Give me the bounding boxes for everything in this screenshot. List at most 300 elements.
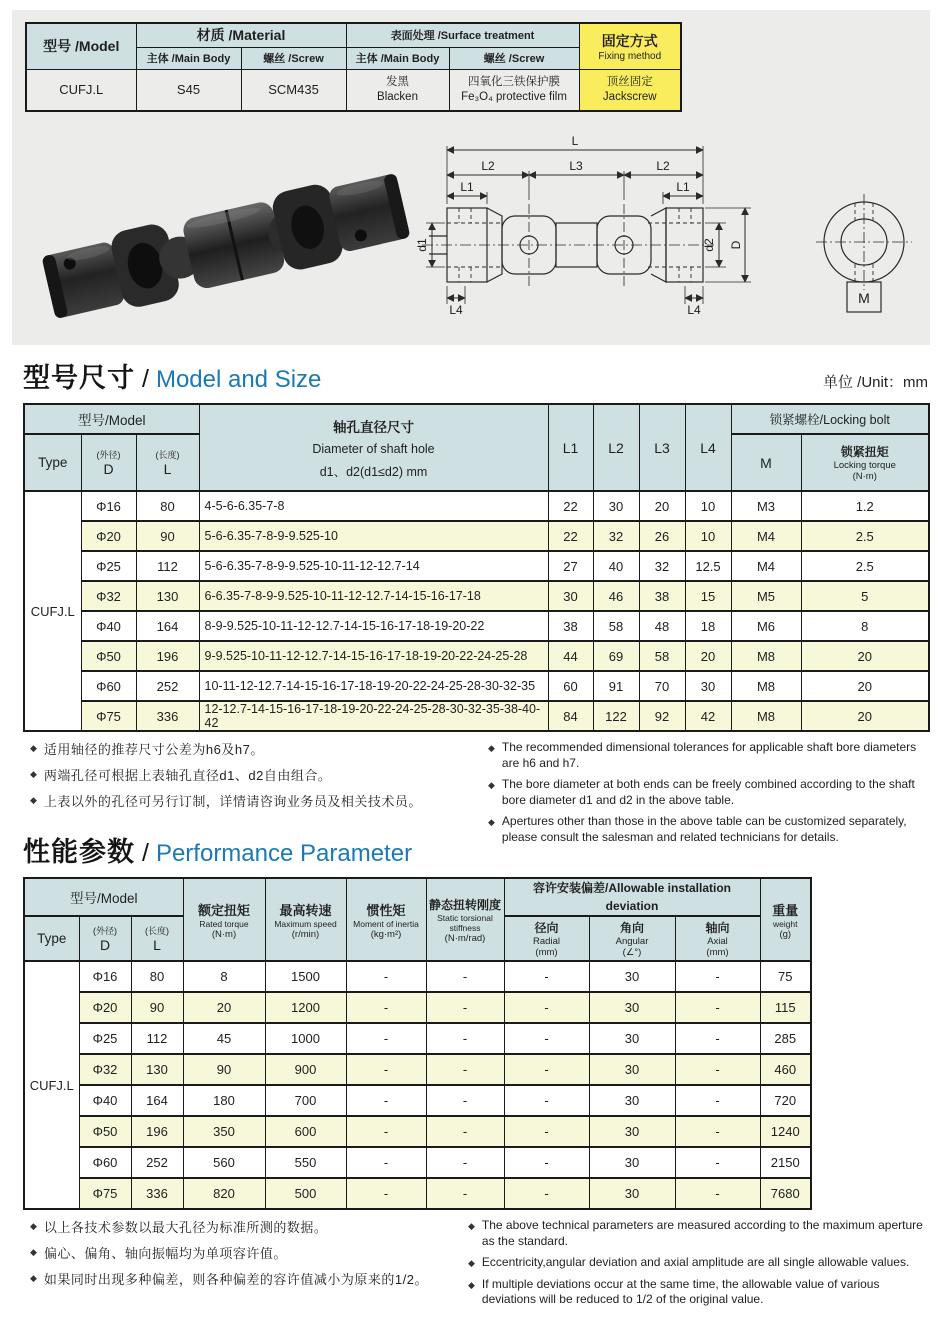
cell: - [675, 1116, 760, 1147]
spec-sub-main-body-material: 主体 /Main Body [136, 47, 241, 69]
cell: Φ16 [81, 491, 136, 521]
note-item [30, 1270, 440, 1290]
cell: 1.2 [801, 491, 929, 521]
cell: 45 [183, 1023, 265, 1054]
cell: 5-6-6.35-7-8-9-9.525-10-11-12-12.7-14 [199, 551, 548, 581]
spec-fixing-value [579, 69, 681, 111]
cell: 30 [589, 1054, 675, 1085]
cell: 130 [131, 1054, 183, 1085]
perf-title-cn: 性能参数 [23, 837, 135, 867]
cell: 80 [131, 961, 183, 992]
perf-notes [30, 1218, 928, 1308]
cell: 30 [548, 581, 593, 611]
table-row [24, 641, 929, 671]
cell: 820 [183, 1178, 265, 1209]
size-col-l [136, 434, 199, 491]
table-row [24, 521, 929, 551]
spec-body-material-value: S45 [136, 69, 241, 111]
perf-section-title [23, 835, 928, 869]
unit-label: 单位 /Unit：mm [822, 374, 928, 391]
cell: 80 [136, 491, 199, 521]
spec-sub-screw-material: 螺丝 /Screw [241, 47, 346, 69]
perf-notes-en [468, 1218, 928, 1308]
size-col-model: 型号/Model [24, 404, 199, 434]
table-row [24, 1054, 811, 1085]
spec-model-value: CUFJ.L [26, 69, 136, 111]
cell: 26 [639, 521, 685, 551]
cell: M3 [731, 491, 801, 521]
cell: 20 [183, 992, 265, 1023]
cell: 6-6.35-7-8-9-9.525-10-11-12-12.7-14-15-16-17-18 [199, 581, 548, 611]
cell: 30 [589, 961, 675, 992]
cell: - [346, 1116, 426, 1147]
cell: 90 [131, 992, 183, 1023]
bore-header-cn: 轴孔直径尺寸 [333, 419, 414, 435]
cell: - [346, 1023, 426, 1054]
cell: 164 [131, 1085, 183, 1116]
cell: 84 [548, 701, 593, 731]
cell: - [504, 1116, 589, 1147]
angular-cn: 角向 [619, 921, 644, 935]
l-letter: L [163, 461, 172, 477]
cell: 4-5-6-6.35-7-8 [199, 491, 548, 521]
cell: 12-12.7-14-15-16-17-18-19-20-22-24-25-28-30-32-35-38-40-42 [199, 701, 548, 731]
body-surface-en: Blacken [377, 90, 418, 103]
perf-col-type: Type [24, 916, 79, 961]
spec-screw-surface-value [449, 69, 579, 111]
cell: 44 [548, 641, 593, 671]
cell: - [426, 961, 504, 992]
bullet-icon: ◆ [30, 1221, 37, 1231]
cell: - [504, 961, 589, 992]
screw-surface-cn: 四氧化三铁保护膜 [468, 76, 561, 89]
size-col-L3: L3 [639, 404, 685, 491]
cell: - [504, 992, 589, 1023]
cell: - [675, 992, 760, 1023]
perf-section [0, 819, 950, 1308]
cell: - [675, 1054, 760, 1085]
deviation-header: 容许安装偏差/Allowable installation deviation [532, 881, 732, 913]
l-paren: (长度) [145, 926, 169, 936]
cell: 30 [589, 1023, 675, 1054]
universal-joint-body [39, 166, 412, 326]
cell: 196 [136, 641, 199, 671]
note-text: The bore diameter at both ends can be freely combined according to the shaft bore diameter d1 and d2 in the above table. [501, 777, 915, 807]
inertia-cn: 惯性矩 [366, 902, 406, 918]
cell: 30 [685, 671, 731, 701]
cell: 112 [131, 1023, 183, 1054]
label-L4-right: L4 [687, 303, 701, 317]
table-row [24, 992, 811, 1023]
cell: Φ20 [79, 992, 131, 1023]
size-header-row-1 [24, 404, 929, 434]
cell: Φ75 [81, 701, 136, 731]
weight-unit: (g) [779, 928, 792, 940]
side-view [422, 204, 714, 286]
cell: Φ40 [79, 1085, 131, 1116]
cell: M8 [731, 641, 801, 671]
cell: 48 [639, 611, 685, 641]
cell: 2.5 [801, 521, 929, 551]
cell: 1000 [265, 1023, 346, 1054]
l-letter: L [153, 937, 161, 953]
cell: - [675, 961, 760, 992]
note-text: Eccentricity,angular deviation and axial amplitude are all single allowable values. [481, 1255, 910, 1270]
size-title-divider: / [142, 365, 149, 393]
perf-col-l [131, 916, 183, 961]
cell: 336 [131, 1178, 183, 1209]
bullet-icon: ◆ [488, 780, 495, 791]
perf-col-radial [504, 916, 589, 961]
cell: 1200 [265, 992, 346, 1023]
cell: 8 [801, 611, 929, 641]
cell: - [504, 1023, 589, 1054]
cell: 115 [760, 992, 811, 1023]
cell: 75 [760, 961, 811, 992]
size-col-L4: L4 [685, 404, 731, 491]
table-row [24, 551, 929, 581]
cell: Φ16 [79, 961, 131, 992]
angular-en: Angular [615, 936, 649, 947]
inertia-en: Moment of inertia [353, 918, 419, 929]
size-table [23, 403, 930, 732]
spec-header-row-1 [26, 23, 681, 47]
perf-col-weight [760, 878, 811, 961]
table-row [24, 671, 929, 701]
size-section [0, 345, 950, 846]
note-item [468, 1218, 928, 1249]
cell: 38 [639, 581, 685, 611]
stiffness-en: Static torsional stiffness [437, 912, 493, 933]
perf-notes-cn [30, 1218, 440, 1308]
bore-header-en: Diameter of shaft hole [312, 441, 435, 456]
angular-unit: (∠°) [622, 947, 642, 958]
cell: - [504, 1147, 589, 1178]
size-col-m: M [731, 434, 801, 491]
cell: - [426, 1116, 504, 1147]
cell: - [675, 1178, 760, 1209]
cell: M8 [731, 671, 801, 701]
cell: 336 [136, 701, 199, 731]
perf-table-body [24, 961, 811, 1209]
note-item [30, 740, 460, 760]
screw-surface-en: Fe₃O₄ protective film [461, 90, 567, 103]
table-row [24, 701, 929, 731]
cell: 122 [593, 701, 639, 731]
d-letter: D [103, 461, 114, 477]
size-table-body [24, 491, 929, 731]
cell: M5 [731, 581, 801, 611]
cell: 550 [265, 1147, 346, 1178]
size-title-cn: 型号尺寸 [23, 363, 135, 393]
cell: 2150 [760, 1147, 811, 1178]
cell: 20 [639, 491, 685, 521]
table-row [24, 1023, 811, 1054]
fixing-value-en: Jackscrew [602, 90, 657, 103]
table-row [24, 611, 929, 641]
label-L1-right: L1 [676, 180, 690, 194]
cell: 180 [183, 1085, 265, 1116]
cell: Φ60 [81, 671, 136, 701]
bullet-icon: ◆ [30, 769, 37, 780]
cell: - [346, 961, 426, 992]
cell: 112 [136, 551, 199, 581]
cell: - [504, 1085, 589, 1116]
note-text: Apertures other than those in the above table can be customized separately, please consult the salesman and related technicians for details. [501, 814, 907, 844]
spec-col-material: 材质 /Material [136, 23, 346, 47]
cell: 720 [760, 1085, 811, 1116]
cell: - [675, 1085, 760, 1116]
cell: 700 [265, 1085, 346, 1116]
radial-cn: 径向 [534, 921, 559, 935]
cell: 18 [685, 611, 731, 641]
dimension-labels [415, 134, 870, 317]
cell: 38 [548, 611, 593, 641]
cell: 69 [593, 641, 639, 671]
fixing-method-en: Fixing method [598, 50, 662, 62]
cell: 15 [685, 581, 731, 611]
spec-body-surface-value [346, 69, 449, 111]
label-L3: L3 [569, 159, 583, 173]
cell: 460 [760, 1054, 811, 1085]
spec-sub-screw-surface: 螺丝 /Screw [449, 47, 579, 69]
torque-header-cn: 锁紧扭矩 [840, 445, 889, 459]
note-text: 如果同时出现多种偏差，则各种偏差的容许值减小为原来的1/2。 [43, 1272, 428, 1288]
cell: Φ25 [81, 551, 136, 581]
table-row [24, 1085, 811, 1116]
cell: 2.5 [801, 551, 929, 581]
note-text: 以上各技术参数以最大孔径为标准所测的数据。 [43, 1220, 328, 1235]
cell: - [504, 1178, 589, 1209]
size-col-type: Type [24, 434, 81, 491]
table-row [24, 1116, 811, 1147]
cell: Φ32 [79, 1054, 131, 1085]
table-row [24, 961, 811, 992]
cell: 30 [589, 1085, 675, 1116]
table-row [24, 1147, 811, 1178]
note-text: 偏心、偏角、轴向振幅均为单项容许值。 [43, 1246, 287, 1262]
size-col-L1: L1 [548, 404, 593, 491]
dimension-drawing [414, 132, 939, 337]
cell: Φ20 [81, 521, 136, 551]
size-col-d [81, 434, 136, 491]
perf-title-divider: / [142, 839, 149, 867]
cell: 252 [131, 1147, 183, 1178]
bore-header-range: d1、d2(d1≤d2) mm [319, 464, 428, 479]
size-col-locking-bolt: 锁紧螺栓/Locking bolt [731, 404, 929, 434]
l-paren: (长度) [155, 450, 180, 460]
perf-col-deviation [504, 878, 760, 916]
note-item [468, 1277, 928, 1308]
axial-cn: 轴向 [705, 921, 730, 935]
cell: 20 [801, 641, 929, 671]
cell: 5 [801, 581, 929, 611]
cell: 60 [548, 671, 593, 701]
cell: 42 [685, 701, 731, 731]
hero-panel [12, 10, 930, 345]
d-paren: (外径) [96, 450, 121, 460]
size-title-en: Model and Size [155, 366, 322, 393]
cell: Φ60 [79, 1147, 131, 1178]
spec-col-surface: 表面处理 /Surface treatment [346, 23, 579, 47]
inertia-unit: (kg·m²) [370, 928, 402, 940]
label-L2-left: L2 [481, 159, 495, 173]
weight-en: weight [772, 918, 798, 929]
cell: 8-9-9.525-10-11-12-12.7-14-15-16-17-18-19-20-22 [199, 611, 548, 641]
cell: 130 [136, 581, 199, 611]
cell: 92 [639, 701, 685, 731]
cell: 252 [136, 671, 199, 701]
d-paren: (外径) [93, 926, 117, 936]
cell: 30 [589, 1116, 675, 1147]
cell: Φ25 [79, 1023, 131, 1054]
cell: 9-9.525-10-11-12-12.7-14-15-16-17-18-19-20-22-24-25-28 [199, 641, 548, 671]
spec-col-fixing [579, 23, 681, 69]
cell: - [426, 1023, 504, 1054]
cell: 285 [760, 1023, 811, 1054]
cell: 30 [589, 1178, 675, 1209]
cell: - [675, 1023, 760, 1054]
label-L: L [571, 134, 579, 148]
extension-lines [426, 146, 751, 304]
cell: 350 [183, 1116, 265, 1147]
torque-header-unit: (N·m) [852, 471, 877, 482]
perf-col-axial [675, 916, 760, 961]
cell: 58 [639, 641, 685, 671]
label-L2-right: L2 [656, 159, 670, 173]
cell: 20 [801, 701, 929, 731]
cell: - [426, 1085, 504, 1116]
cell: Φ50 [81, 641, 136, 671]
cell: 900 [265, 1054, 346, 1085]
cell: 1240 [760, 1116, 811, 1147]
cell: - [504, 1054, 589, 1085]
cell: - [426, 992, 504, 1023]
weight-cn: 重量 [772, 902, 799, 918]
note-item [30, 1218, 440, 1238]
bullet-icon: ◆ [30, 795, 37, 806]
note-text: The above technical parameters are measured according to the maximum aperture as the standard. [481, 1218, 923, 1248]
cell: M8 [731, 701, 801, 731]
torque-cn: 额定扭矩 [197, 902, 250, 918]
note-item [488, 740, 928, 771]
perf-table [23, 877, 812, 1210]
label-L4-left: L4 [449, 303, 463, 317]
cell: 196 [131, 1116, 183, 1147]
cell: Φ75 [79, 1178, 131, 1209]
torque-header-en: Locking torque [833, 460, 896, 471]
label-M: M [858, 290, 870, 306]
cell: 500 [265, 1178, 346, 1209]
fixing-value-cn: 顶丝固定 [606, 76, 653, 89]
cell: M4 [731, 551, 801, 581]
cell: 22 [548, 491, 593, 521]
bullet-icon: ◆ [468, 1258, 475, 1269]
cell: 10-11-12-12.7-14-15-16-17-18-19-20-22-24-25-28-30-32-35 [199, 671, 548, 701]
cell: 70 [639, 671, 685, 701]
cell: 30 [589, 992, 675, 1023]
cell: 27 [548, 551, 593, 581]
label-L1-left: L1 [460, 180, 474, 194]
model-type-cell: CUFJ.L [24, 491, 81, 731]
cell: Φ32 [81, 581, 136, 611]
cell: Φ50 [79, 1116, 131, 1147]
size-col-bore [199, 404, 548, 491]
model-type-cell: CUFJ.L [24, 961, 79, 1209]
cell: 32 [639, 551, 685, 581]
cell: 22 [548, 521, 593, 551]
note-item [488, 777, 928, 808]
cell: - [346, 1085, 426, 1116]
bullet-icon: ◆ [488, 817, 495, 828]
cell: - [346, 1178, 426, 1209]
bullet-icon: ◆ [468, 1279, 475, 1290]
note-text: If multiple deviations occur at the same time, the allowable value of various deviations will be reduced to 1/2 of the original value. [481, 1276, 880, 1307]
speed-cn: 最高转速 [279, 902, 332, 918]
note-item [30, 766, 460, 786]
cell: - [426, 1178, 504, 1209]
cell: - [346, 992, 426, 1023]
cell: 46 [593, 581, 639, 611]
label-D: D [729, 240, 743, 250]
table-row [24, 581, 929, 611]
label-d2: d2 [702, 238, 716, 252]
spec-data-row [26, 69, 681, 111]
cell: 5-6-6.35-7-8-9-9.525-10 [199, 521, 548, 551]
spec-screw-material-value: SCM435 [241, 69, 346, 111]
cell: Φ40 [81, 611, 136, 641]
cell: - [426, 1147, 504, 1178]
size-col-torque [801, 434, 929, 491]
cell: 600 [265, 1116, 346, 1147]
bullet-icon: ◆ [30, 1273, 37, 1284]
stiffness-unit: (N·m/rad) [444, 932, 486, 944]
cell: 90 [183, 1054, 265, 1085]
spec-col-model: 型号 /Model [26, 23, 136, 69]
note-item [468, 1255, 928, 1271]
table-row [24, 1178, 811, 1209]
table-row [24, 491, 929, 521]
cell: 10 [685, 521, 731, 551]
label-d1: d1 [415, 238, 429, 252]
speed-en: Maximum speed [274, 918, 337, 929]
axial-unit: (mm) [706, 947, 729, 958]
cell: 20 [685, 641, 731, 671]
d-letter: D [99, 937, 111, 953]
cell: 58 [593, 611, 639, 641]
perf-header-row-1 [24, 878, 811, 916]
cell: 164 [136, 611, 199, 641]
perf-title-en: Performance Parameter [155, 840, 413, 867]
cell: 8 [183, 961, 265, 992]
spec-sub-main-body-surface: 主体 /Main Body [346, 47, 449, 69]
radial-unit: (mm) [535, 947, 558, 958]
perf-col-max-speed [265, 878, 346, 961]
cell: 32 [593, 521, 639, 551]
radial-en: Radial [533, 936, 560, 947]
torque-unit: (N·m) [211, 928, 237, 940]
body-surface-cn: 发黑 [386, 76, 410, 89]
cell: 90 [136, 521, 199, 551]
size-col-L2: L2 [593, 404, 639, 491]
note-text: 适用轴径的推荐尺寸公差为h6及h7。 [43, 742, 264, 757]
bullet-icon: ◆ [30, 1247, 37, 1258]
note-text: The recommended dimensional tolerances for applicable shaft bore diameters are h6 and h7. [501, 740, 917, 770]
note-item [30, 1244, 440, 1264]
cell: 7680 [760, 1178, 811, 1209]
fixing-method-cn: 固定方式 [601, 32, 658, 49]
perf-col-angular [589, 916, 675, 961]
